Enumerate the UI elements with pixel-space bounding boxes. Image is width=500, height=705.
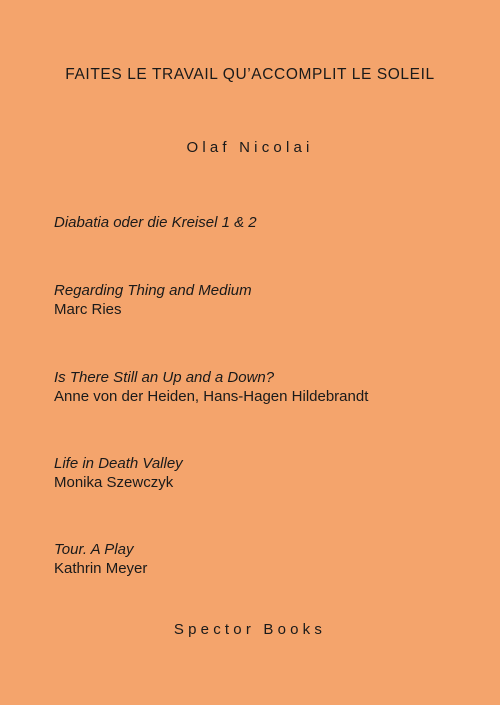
contents-entry (54, 213, 474, 232)
entry-author: Anne von der Heiden, Hans-Hagen Hildebrandt (54, 388, 369, 405)
entry-title: Tour. A Play (54, 541, 134, 558)
contents-entry (54, 368, 474, 406)
contents-entry (54, 454, 474, 492)
contents-entry (54, 540, 474, 578)
entry-author: Marc Ries (54, 301, 122, 318)
book-author: Olaf Nicolai (186, 139, 314, 156)
contents-entry (54, 281, 474, 319)
entry-title: Life in Death Valley (54, 455, 183, 472)
entry-title: Diabatia oder die Kreisel 1 & 2 (54, 214, 257, 231)
entry-author: Monika Szewczyk (54, 474, 174, 491)
entry-title: Is There Still an Up and a Down? (54, 369, 275, 386)
publisher-name: Spector Books (173, 621, 327, 638)
entry-author: Kathrin Meyer (54, 560, 148, 577)
book-title: FAITES LE TRAVAIL QU’ACCOMPLIT LE SOLEIL (65, 66, 435, 83)
entry-title: Regarding Thing and Medium (54, 282, 252, 299)
